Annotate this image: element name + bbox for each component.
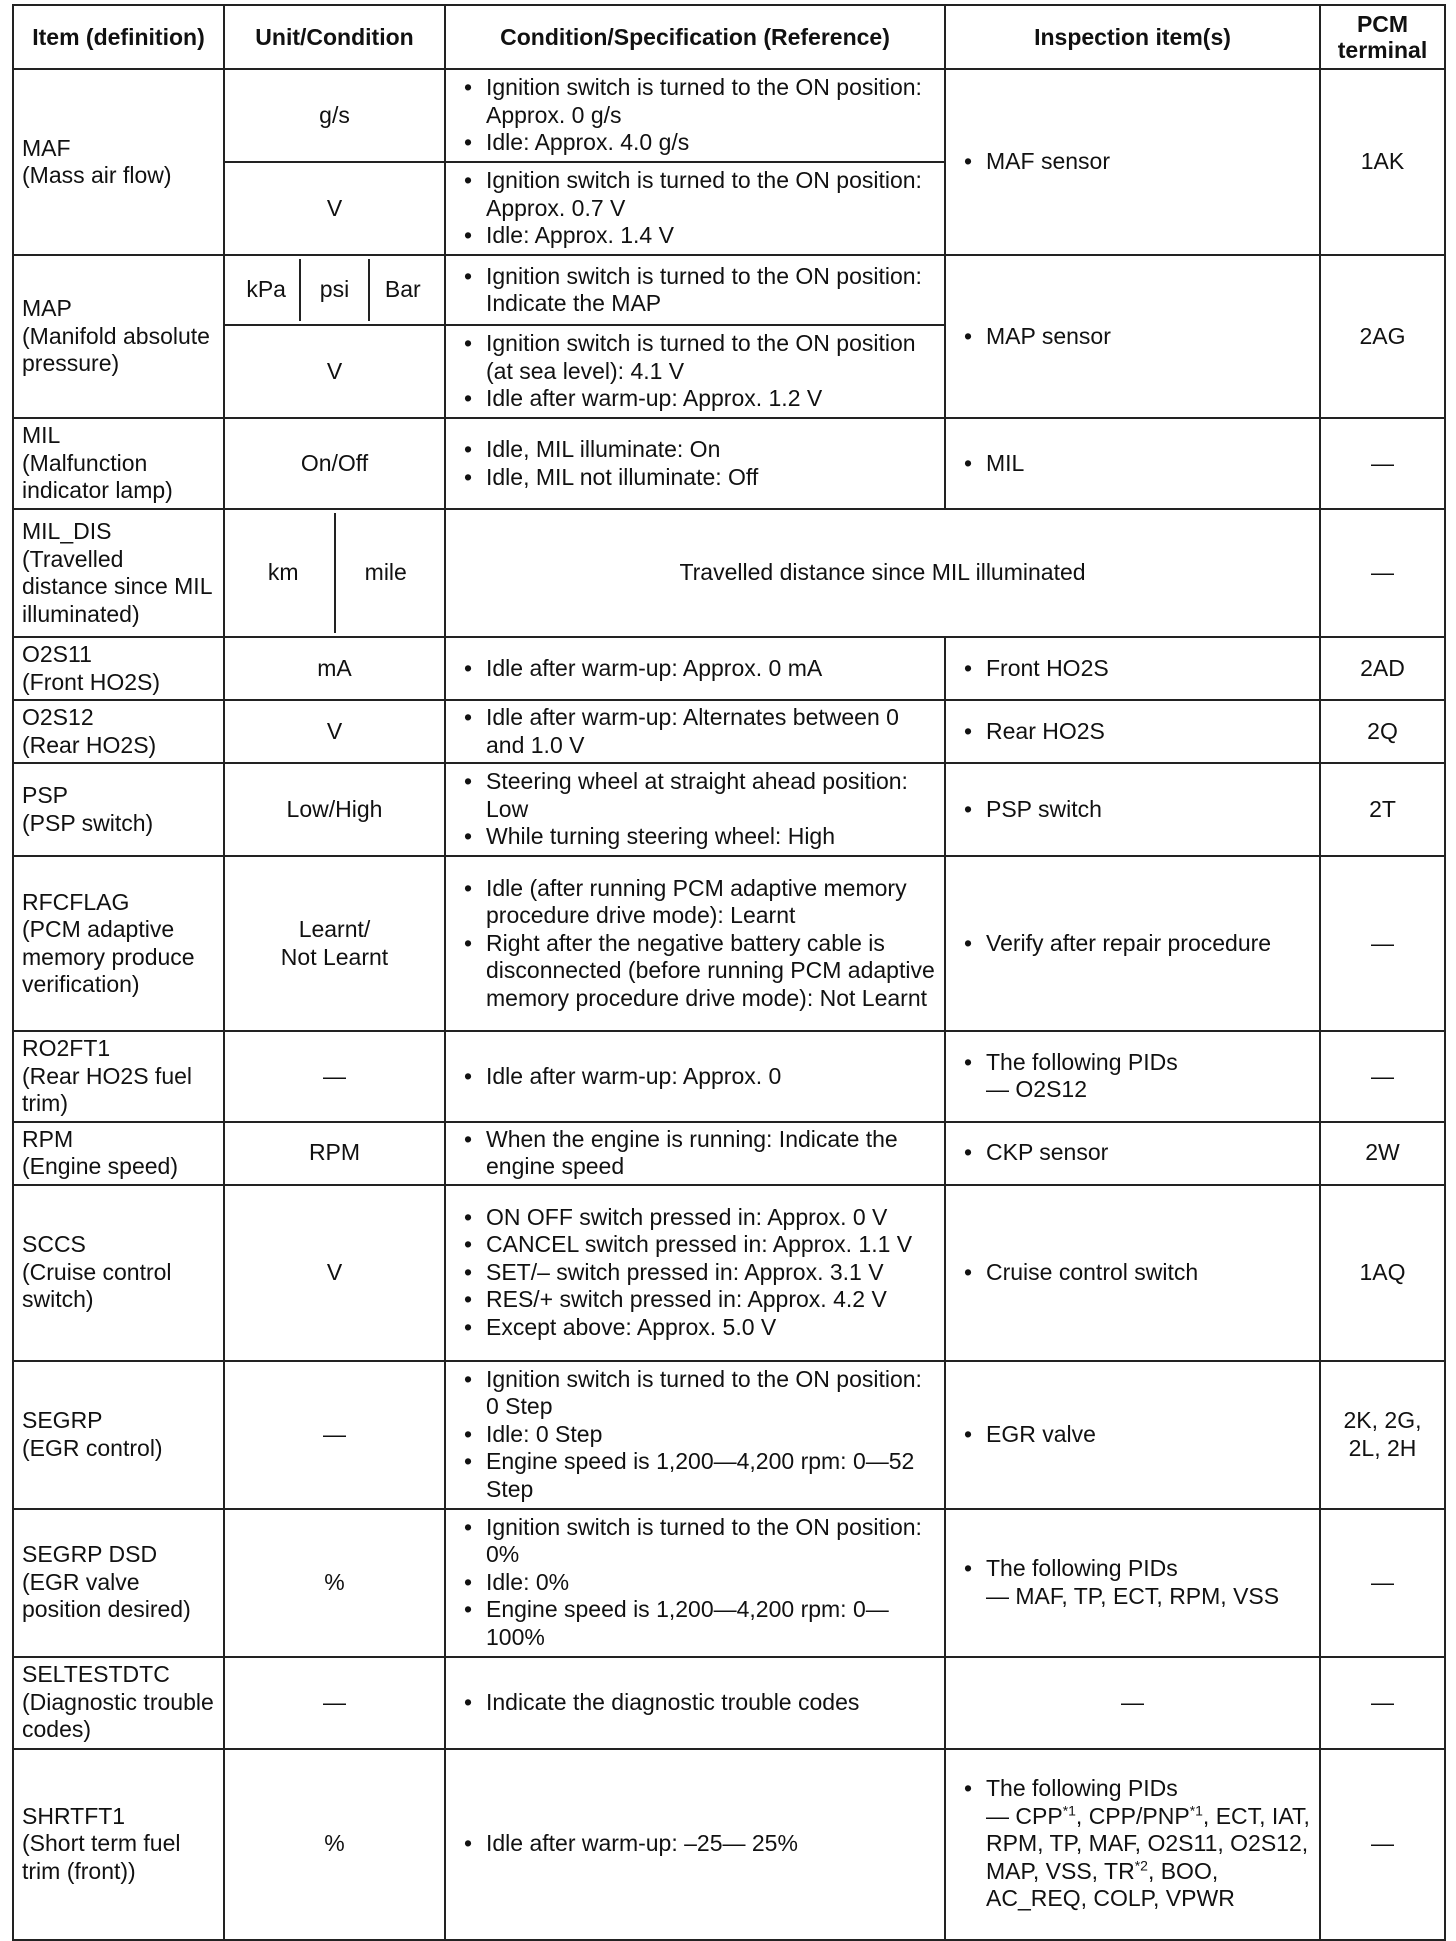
table-row-segrp-dsd [13,1509,1445,1657]
list-item: • Engine speed is 1,200—4,200 rpm: 0—100% [454,1596,936,1651]
list-item: • Idle after warm-up: Approx. 0 [454,1063,936,1091]
inspection-cell: — [945,1657,1320,1749]
list-item: — MAF, TP, ECT, RPM, VSS [986,1582,1280,1609]
inspection-cell [945,1509,1320,1657]
list-item: • Rear HO2S [954,718,1311,746]
condition-cell [445,856,945,1031]
text: MIL_DIS [22,518,112,544]
pcm-terminal-cell: — [1320,1749,1445,1940]
inspection-cell [945,1185,1320,1361]
table-row-ro2ft1 [13,1031,1445,1122]
text: (Travelled distance since MIL illuminated) [22,545,212,627]
condition-cell [445,325,945,418]
pcm-terminal-cell: 2AD [1320,637,1445,700]
text: O2S11 [22,641,92,667]
table-row-o2s12 [13,700,1445,763]
text: (Front HO2S) [22,668,161,695]
pcm-terminal-cell: 1AK [1320,69,1445,255]
table-row-o2s11 [13,637,1445,700]
bullet-list [454,875,936,1013]
bullet-list [454,1063,936,1091]
table-row-shrtft1 [13,1749,1445,1940]
item-cell [13,763,224,856]
condition-cell [445,69,945,162]
text: *1 [1062,1802,1076,1819]
list-item: • The following PIDs [954,1775,1311,1803]
unit-cell: mA [224,637,445,700]
bullet-list [454,330,936,413]
list-item: • CKP sensor [954,1139,1311,1167]
condition-cell: Travelled distance since MIL illuminated [445,509,1320,637]
list-item: • ON OFF switch pressed in: Approx. 0 V [454,1204,936,1232]
unit-mile: mile [334,513,437,633]
unit-cell: V [224,325,445,418]
list-item: • Idle after warm-up: Approx. 0 mA [454,655,936,683]
condition-cell [445,1122,945,1185]
text: MAF [22,134,71,161]
text: RFCFLAG [22,888,130,915]
condition-cell [445,763,945,856]
text: (EGR control) [22,1434,163,1461]
header-item: Item (definition) [13,5,224,69]
list-item: • Idle: 0% [454,1569,936,1597]
unit-cell [224,856,445,1031]
list-item: — O2S12 [986,1076,1087,1103]
spec-table-page [12,4,1444,1941]
unit-cell: V [224,700,445,763]
bullet-list [454,74,936,157]
item-cell [13,700,224,763]
list-item: • Idle, MIL not illuminate: Off [454,464,936,492]
text: (EGR valve position desired) [22,1568,191,1623]
bullet-list [954,655,1311,683]
text: SHRTFT1 [22,1802,126,1829]
pcm-terminal-cell: 2AG [1320,255,1445,418]
text: (Diagnostic trouble codes) [22,1688,214,1743]
bullet-list [954,323,1311,351]
table-row-map [13,255,1445,325]
unit-cell: % [224,1509,445,1657]
inspection-cell [945,763,1320,856]
table-row-rfcflag [13,856,1445,1031]
list-item: • When the engine is running: Indicate the engine speed [454,1126,936,1181]
unit-cell: — [224,1657,445,1749]
bullet-list [954,1555,1311,1610]
list-item: • Idle, MIL illuminate: On [454,436,936,464]
list-item: • Ignition switch is turned to the ON position: Indicate the MAP [454,263,936,318]
table-row-maf [13,69,1445,162]
item-cell [13,856,224,1031]
bullet-list [454,167,936,250]
bullet-list [954,148,1311,176]
bullet-list [954,930,1311,958]
list-item: • Ignition switch is turned to the ON position (at sea level): 4.1 V [454,330,936,385]
list-item: • PSP switch [954,796,1311,824]
table-row-psp [13,763,1445,856]
bullet-list [454,768,936,851]
item-cell [13,1185,224,1361]
item-cell [13,1749,224,1940]
header-pcm-terminal: PCM terminal [1320,5,1445,69]
inspection-cell [945,1122,1320,1185]
item-cell [13,1509,224,1657]
text: SEGRP DSD [22,1541,158,1568]
condition-cell [445,1749,945,1940]
table-header-row [13,5,1445,69]
bullet-list [954,1421,1311,1449]
bullet-list [454,655,936,683]
inspection-cell [945,255,1320,418]
list-item: • Cruise control switch [954,1259,1311,1287]
text: , CPP/PNP [1075,1802,1190,1829]
text: Learnt/ [298,916,371,942]
list-item: • Ignition switch is turned to the ON position: Approx. 0 g/s [454,74,936,129]
list-item: • Ignition switch is turned to the ON position: 0 Step [454,1366,936,1421]
bullet-list [954,1139,1311,1167]
list-item: • Idle after warm-up: Alternates between 0 and 1.0 V [454,704,936,759]
text: SELTESTDTC [22,1661,170,1688]
item-cell [13,1031,224,1122]
text: (Rear HO2S fuel trim) [22,1062,193,1116]
unit-cell: g/s [224,69,445,162]
text: *1 [1189,1802,1203,1819]
list-item: • While turning steering wheel: High [454,823,936,851]
bullet-list [954,718,1311,746]
list-item: • Steering wheel at straight ahead position: Low [454,768,936,823]
item-cell [13,418,224,509]
bullet-list [454,1830,936,1858]
text: MAP [22,295,72,322]
list-item: • Ignition switch is turned to the ON position: Approx. 0.7 V [454,167,936,222]
bullet-list [454,1204,936,1342]
pcm-terminal-cell: — [1320,1657,1445,1749]
unit-cell: — [224,1031,445,1122]
list-item: • SET/– switch pressed in: Approx. 3.1 V [454,1259,936,1287]
condition-cell [445,162,945,255]
item-cell [13,509,224,637]
item-cell [13,1361,224,1509]
inspection-cell [945,418,1320,509]
list-item: • Right after the negative battery cable is disconnected (before running PCM adaptive memory procedure drive mode): Not Learnt [454,930,936,1013]
text: SEGRP [22,1407,103,1433]
bullet-list [954,450,1311,478]
table-row-seltestdtc [13,1657,1445,1749]
bullet-list [454,704,936,759]
unit-cell [224,255,445,325]
text: (Mass air flow) [22,162,172,188]
unit-cell: % [224,1749,445,1940]
bullet-list [454,263,936,318]
table-row-mil [13,418,1445,509]
condition-cell [445,418,945,509]
pcm-terminal-cell: — [1320,509,1445,637]
bullet-list [454,1689,936,1717]
unit-km: km [267,559,299,586]
pcm-terminal-cell: 2T [1320,763,1445,856]
pcm-terminal-cell: 2Q [1320,700,1445,763]
unit-cell: RPM [224,1122,445,1185]
unit-bar: Bar [368,259,436,321]
item-cell [13,637,224,700]
text: , BOO, AC_REQ, COLP, VPWR [986,1857,1235,1912]
text: (Cruise control switch) [22,1258,172,1313]
text: — CPP [986,1802,1063,1829]
text: (PCM adaptive memory produce verification) [22,916,195,997]
condition-cell [445,1361,945,1509]
list-item: • Verify after repair procedure [954,930,1311,958]
table-row-rpm [13,1122,1445,1185]
table-row-mil-dis [13,509,1445,637]
header-unit: Unit/Condition [224,5,445,69]
inspection-cell [945,637,1320,700]
unit-cell: V [224,162,445,255]
unit-cell: V [224,1185,445,1361]
condition-cell [445,1185,945,1361]
list-item: • Engine speed is 1,200—4,200 rpm: 0—52 Step [454,1448,936,1503]
item-cell [13,1657,224,1749]
bullet-list [954,1775,1311,1913]
list-item: • The following PIDs [954,1555,1311,1583]
bullet-list [454,1514,936,1652]
text: (Rear HO2S) [22,731,157,758]
table-row-segrp [13,1361,1445,1509]
list-item: • Except above: Approx. 5.0 V [454,1314,936,1342]
text: (Engine speed) [22,1153,178,1179]
list-item: • Idle (after running PCM adaptive memory procedure drive mode): Learnt [454,875,936,930]
pid-list [954,1803,1311,1913]
list-item: • Indicate the diagnostic trouble codes [454,1689,936,1717]
text: O2S12 [22,704,94,730]
pcm-terminal-cell: 2W [1320,1122,1445,1185]
pcm-terminal-cell [1320,1361,1445,1509]
text: SCCS [22,1231,86,1258]
item-cell [13,255,224,418]
text: MIL [22,422,61,449]
bullet-list [454,436,936,491]
inspection-cell [945,1749,1320,1940]
list-item: • Front HO2S [954,655,1311,683]
condition-cell [445,1509,945,1657]
list-item: • RES/+ switch pressed in: Approx. 4.2 V [454,1286,936,1314]
list-item: • Idle after warm-up: –25— 25% [454,1830,936,1858]
bullet-list [954,1049,1311,1104]
pcm-terminal-cell: 1AQ [1320,1185,1445,1361]
bullet-list [954,796,1311,824]
list-item: • MAF sensor [954,148,1311,176]
text: 2K, 2G, [1343,1407,1422,1433]
text: RO2FT1 [22,1035,111,1061]
unit-cell: — [224,1361,445,1509]
text: , ECT, IAT, RPM, TP, MAF, O2S11, O2S12, MAP, VSS, TR [986,1802,1310,1884]
condition-cell [445,637,945,700]
bullet-list [454,1366,936,1504]
pcm-terminal-cell: — [1320,856,1445,1031]
bullet-list [454,1126,936,1181]
condition-cell [445,1031,945,1122]
table-row-sccs [13,1185,1445,1361]
pcm-terminal-cell: — [1320,1031,1445,1122]
text: *2 [1134,1857,1148,1874]
unit-kpa: kPa [246,276,286,303]
text: (Short term fuel trim (front)) [22,1830,181,1884]
unit-cell: On/Off [224,418,445,509]
unit-cell [224,509,445,637]
bullet-list [954,1259,1311,1287]
inspection-cell [945,1361,1320,1509]
condition-cell [445,700,945,763]
inspection-cell [945,1031,1320,1122]
item-cell [13,1122,224,1185]
list-item: • Ignition switch is turned to the ON position: 0% [454,1514,936,1569]
text: 2L, 2H [1348,1434,1417,1461]
condition-cell [445,255,945,325]
unit-cell: Low/High [224,763,445,856]
list-item: • Idle after warm-up: Approx. 1.2 V [454,385,936,413]
list-item: • Idle: 0 Step [454,1421,936,1449]
list-item: • Idle: Approx. 4.0 g/s [454,129,936,157]
list-item: • Idle: Approx. 1.4 V [454,222,936,250]
inspection-cell [945,700,1320,763]
pcm-terminal-cell: — [1320,1509,1445,1657]
list-item: • The following PIDs [954,1049,1311,1077]
item-cell [13,69,224,255]
header-condition: Condition/Specification (Reference) [445,5,945,69]
pcm-terminal-cell: — [1320,418,1445,509]
header-inspection: Inspection item(s) [945,5,1320,69]
pid-spec-table [12,4,1446,1941]
inspection-cell [945,69,1320,255]
unit-psi: psi [299,259,367,321]
text: (Manifold absolute pressure) [22,322,210,377]
text: Not Learnt [280,943,389,970]
list-item: • MIL [954,450,1311,478]
text: RPM [22,1125,74,1152]
text: (Malfunction indicator lamp) [22,449,173,504]
inspection-cell [945,856,1320,1031]
text: PSP [22,782,69,808]
list-item: • CANCEL switch pressed in: Approx. 1.1 V [454,1231,936,1259]
condition-cell [445,1657,945,1749]
list-item: • MAP sensor [954,323,1311,351]
text: (PSP switch) [22,809,154,836]
list-item: • EGR valve [954,1421,1311,1449]
